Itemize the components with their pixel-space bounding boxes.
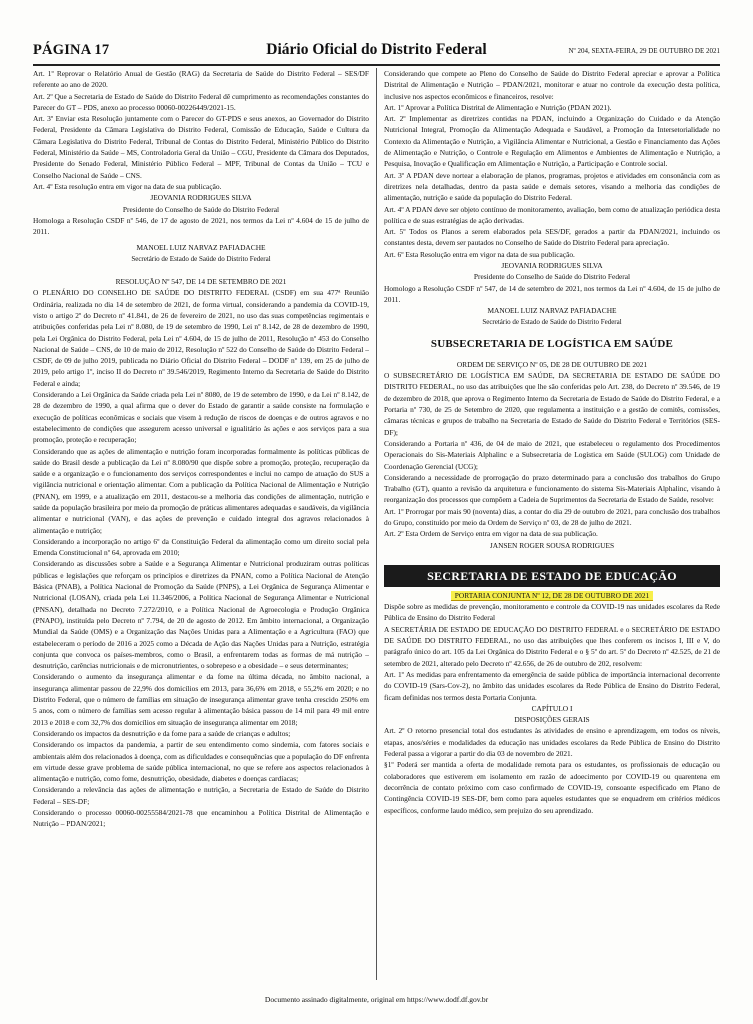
- signature-name: JEOVANIA RODRIGUES SILVA: [150, 193, 252, 203]
- page-number: PÁGINA 17: [33, 42, 110, 58]
- paragraph: Considerando que compete ao Pleno do Conselho de Saúde do Distrito Federal apreciar e aprovar a Política Distrital de Alimentação e Nutrição – PDAN/2021, monitorar e atuar no controle da execução desta política, inclusive nos aspectos econômicos e financeiros, resolve:: [384, 69, 720, 101]
- signature-role: Presidente do Conselho de Saúde do Distrito Federal: [122, 204, 280, 214]
- paragraph: Art. 2º Que a Secretaria de Estado de Saúde do Distrito Federal dê cumprimento as recomendações constantes do Parecer do GT – PDS, anexo ao processo 00060-00226449/2021-15.: [33, 91, 369, 112]
- paragraph: O PLENÁRIO DO CONSELHO DE SAÚDE DO DISTRITO FEDERAL (CSDF) em sua 477ª Reunião Ordinária, realizada no dia 14 de setembro de 2021, de forma virtual, considerando a pandemia da COVID-19, visto o artigo 2º do Decreto nº 41.841, de 26 de fevereiro de 2021, no uso das suas competências regimentais e atribuições conferidas pela Lei nº 8.080, de 19 de setembro de 1990, Lei nº 8.142, de 28 de dezembro de 1990, pela Lei Orgânica do Distrito Federal, pela Lei nº 4.604, de 15 de julho de 2011, Resolução nº 453 do Conselho Nacional de Saúde – CNS, de 10 de maio de 2012, Resolução nº 522 do Conselho de Saúde do Distrito Federal – CSDF, de 09 de julho 2019, publicada no Diário Oficial do Distrito Federal – DODF nº 139, em 25 de julho de 2019, pelo artigo 1º, inciso II do Decreto nº 39.546/2019, Regimento Interno da Secretaria de Saúde do Distrito Federal e ainda;: [33, 288, 369, 388]
- paragraph: A SECRETÁRIA DE ESTADO DE EDUCAÇÃO DO DISTRITO FEDERAL e o SECRETÁRIO DE ESTADO DE SAÚDE DO DISTRITO FEDERAL, no uso das atribuições que lhes conferem os incisos I, III e V, do parágrafo único do art. 105 da Lei Orgânica do Distrito Federal e o § 5º do art. 5º do Decreto nº 42.525, de 21 de setembro de 2021, alterado pelo Decreto nº 42.656, de 26 de outubro de 202, resolvem:: [384, 624, 720, 668]
- paragraph: Art. 4º A PDAN deve ser objeto contínuo de monitoramento, avaliação, bem como de atualização periódica desta política e de suas estratégias de ação derivadas.: [384, 204, 720, 225]
- paragraph: Considerando os impactos da desnutrição e da fome para a saúde de crianças e adultos;: [33, 728, 291, 738]
- left-column: [33, 68, 369, 980]
- paragraph: Considerando a Lei Orgânica da Saúde criada pela Lei nº 8080, de 19 de setembro de 1990, e da Lei nº 8.142, de 28 de dezembro de 1990, a qual afirma que o dever do Estado de garantir a saúde consiste na formulação e execução de políticas econômicas e sociais que visem à redução de riscos de doenças e de outros agravos e no estabelecimento de condições que assegurem acesso universal e igualitário às ações e aos serviços para a sua promoção, proteção e recuperação;: [33, 390, 369, 445]
- chapter-title: CAPÍTULO I: [531, 703, 573, 713]
- paragraph: Considerando os impactos da pandemia, a partir de seu entendimento como sindemia, com fatores sociais e ambientais além dos relacionados à doença, com as dificuldades e consequências que a população do DF enfrenta em virtude desse grave problema de saúde pública internacional, no que se refere aos aspectos relacionados à alimentação e nutrição, como fome, desnutrição, obesidade, diabetes e doenças cardíacas;: [33, 740, 369, 784]
- signature-name: JANSEN ROGER SOUSA RODRIGUES: [489, 540, 615, 550]
- newspaper-title: Diário Oficial do Distrito Federal: [266, 41, 487, 58]
- paragraph: Art. 1º Aprovar a Política Distrital de Alimentação e Nutrição (PDAN 2021).: [384, 102, 612, 112]
- highlighted-title: [384, 590, 720, 601]
- signature-role: Secretário de Estado de Saúde do Distrito Federal: [482, 317, 622, 326]
- paragraph: Art. 2º Implementar as diretrizes contidas na PDAN, incluindo a Organização do Cuidado e da Atenção Nutricional Integral, Promoção da Alimentação Adequada e Saudável, a Promoção da Intersetorialidade no Contexto da Alimentação e Nutrição, a Vigilância Alimentar e Nutricional, a Gestão e Financiamento das Ações de Alimentação e Nutrição, o Controle e Regulação em Alimentos e Ambientes de Alimentação e Nutrição, a Pesquisa, Inovação e Qualificação em Alimentação e Nutrição, a Participação e Controle social.: [384, 114, 720, 169]
- chapter-subtitle: DISPOSIÇÕES GERAIS: [514, 715, 590, 725]
- paragraph: Homologo a Resolução CSDF nº 547, de 14 de setembro de 2021, nos termos da Lei nº 4.604, de 15 de julho de 2011.: [384, 283, 720, 304]
- section-banner: SECRETARIA DE ESTADO DE EDUCAÇÃO: [384, 565, 720, 587]
- paragraph: Considerando o processo 00060-00255584/2021-78 que encaminhou a Política Distrital de Alimentação e Nutrição – PDAN/2021;: [33, 808, 369, 829]
- section-title: SUBSECRETARIA DE LOGÍSTICA EM SAÚDE: [430, 337, 674, 350]
- paragraph: Dispõe sobre as medidas de prevenção, monitoramento e controle da COVID-19 nas unidades escolares da Rede Pública de Ensino do Distrito Federal: [384, 602, 720, 623]
- paragraph: Art. 4º Esta resolução entra em vigor na data de sua publicação.: [33, 181, 222, 191]
- signature-role: Presidente do Conselho de Saúde do Distrito Federal: [473, 272, 631, 282]
- signature-name: MANOEL LUIZ NARVAZ PAFIADACHE: [487, 306, 617, 316]
- paragraph: Considerando a incorporação no artigo 6º da Constituição Federal da alimentação como um direito social pela Emenda Constitucional nº 64, aprovada em 2010;: [33, 536, 369, 558]
- edition-info: Nº 204, SEXTA-FEIRA, 29 DE OUTUBRO DE 2021: [568, 47, 720, 55]
- page-header: [33, 40, 720, 66]
- paragraph: Considerando a relevância das ações de alimentação e nutrição, a Secretaria de Estado de Saúde do Distrito Federal – SES-DF;: [33, 785, 369, 806]
- paragraph: Considerando a necessidade de prorrogação do prazo determinado para a conclusão dos trabalhos do Grupo Trabalho (GT), quanto a revisão da arquitetura e funcionamento do sistema Sis-Materiais Alphalinc, visando à reorganização dos processos que compõem a Cadeia de Suprimentos da Secretaria de Estado de Saúde, resolve:: [384, 472, 720, 505]
- paragraph: O SUBSECRETÁRIO DE LOGÍSTICA EM SAÚDE, DA SECRETARIA DE ESTADO DE SAÚDE DO DISTRITO FEDERAL, no uso das atribuições que lhe são conferidas pelo Art. 238, do Decreto nº 39.546, de 19 de dezembro de 2018, que aprova o Regimento Interno da Secretaria de Estado de Saúde do Distrito Federal, e a Portaria nº 730, de 25 de Setembro de 2020, que regulamenta a instituição e a gestão de comitês, comissões, câmaras técnicas e grupos de trabalho na Secretaria de Estado de Saúde do Distrito Federal e Territórios (SES-DF);: [384, 371, 720, 437]
- signature-name: MANOEL LUIZ NARVAZ PAFIADACHE: [136, 243, 266, 253]
- paragraph: Art. 1º Reprovar o Relatório Anual de Gestão (RAG) da Secretaria de Saúde do Distrito Federal – SES/DF referente ao ano de 2020.: [33, 69, 369, 90]
- paragraph: Art. 3º A PDAN deve nortear a elaboração de planos, programas, projetos e atividades em consonância com as diretrizes nela detalhadas, dentro da pasta saúde e demais setores, visando a melhoria das condições de alimentação, nutrição e saúde da população do Distrito Federal.: [384, 170, 720, 203]
- paragraph: Art. 5º Todos os Planos a serem elaborados pela SES/DF, gerados a partir da PDAN/2021, incluindo os constantes desta, devem ser pautados no Conselho de Saúde do Distrito Federal para apreciação.: [384, 227, 720, 248]
- paragraph: Art. 1º As medidas para enfrentamento da emergência de saúde pública de importância internacional decorrente do COVID-19 (Sars-Cov-2), no âmbito das unidades escolares da Rede Pública de Ensino do Distrito Federal, ficam definidas nos termos desta Portaria Conjunta.: [384, 669, 720, 702]
- signature-name: JEOVANIA RODRIGUES SILVA: [501, 261, 603, 271]
- column-divider: [376, 68, 377, 980]
- paragraph: Considerando as discussões sobre a Saúde e a Segurança Alimentar e Nutricional produziram outras políticas públicas e legislações que reforçam os princípios e diretrizes da PNAN, como a Política Nacional de Atenção Básica (PNAB), a Política Nacional de Promoção da Saúde (PNPS), a Lei Orgânica de Segurança Alimentar e Nutricional (LOSAN), criada pela Lei 11.346/2006, a Política Nacional de Segurança Alimentar e Nutricional (PNSAN), detalhada no Decreto 7.272/2010, e a Política Nacional de Agroecologia e Produção Orgânica (PNAPO), instituída pelo Decreto nº 7.794, de 20 de agosto de 2012. Em âmbito internacional, a Organização Mundial da Saúde (OMS) e a Organização das Nações Unidas para a Alimentação e a Agricultura (FAO) que estabeleceram o período de 2016 a 2025 como a Década de Ação das Nações Unidas para a Nutrição, estratégia conjunta que convoca os países-membros, como o Brasil, a enfrentarem todas as formas de má nutrição – desnutrição, carências nutricionais e de micronutrientes, o sobrepeso e a obesidade – e seus determinantes;: [33, 559, 369, 671]
- portaria-title: PORTARIA CONJUNTA Nº 12, DE 28 DE OUTUBRO DE 2021: [451, 591, 653, 601]
- right-column: [384, 68, 720, 980]
- page-footer: Documento assinado digitalmente, original em https://www.dodf.df.gov.br: [264, 995, 489, 1004]
- signature-role: Secretário de Estado de Saúde do Distrito Federal: [131, 254, 271, 263]
- paragraph: Art. 2º Esta Ordem de Serviço entra em vigor na data de sua publicação.: [384, 529, 598, 539]
- paragraph: Homologa a Resolução CSDF nº 546, de 17 de agosto de 2021, nos termos da Lei nº 4.604 de 15 de julho de 2011.: [33, 215, 369, 237]
- order-title: ORDEM DE SERVIÇO Nº 05, DE 28 DE OUTUBRO DE 2021: [456, 359, 648, 369]
- paragraph: Art. 2º O retorno presencial total dos estudantes às atividades de ensino e aprendizagem, em todos os níveis, etapas, anos/séries e modalidades da educação nas unidades escolares da Rede Pública de Ensino do Distrito Federal passa a vigorar a partir do dia 03 de novembro de 2021.: [384, 726, 720, 759]
- paragraph: Art. 6º Esta Resolução entra em vigor na data de sua publicação.: [384, 249, 575, 259]
- paragraph: Art. 3º Enviar esta Resolução juntamente com o Parecer do GT-PDS e seus anexos, ao Governador do Distrito Federal, Presidente da Câmara Legislativa do Distrito Federal, Comissão de Educação, Saúde e Cultura da Câmara Legislativa do Distrito Federal, Tribunal de Contas do Distrito Federal, Ministério Público do Distrito Federal, Ministério da Saúde – MS, Controladoria Geral da União – CGU, Presidente da Câmara dos Deputados, Presidente do Senado Federal, Ministério Público Federal – MPF, Tribunal de Contas da União – TCU e Conselho Nacional de Saúde – CNS.: [33, 114, 369, 180]
- paragraph: Considerando a Portaria nº 436, de 04 de maio de 2021, que estabeleceu o regulamento dos Procedimentos Operacionais do Sis-Materiais Alphalinc e a Subsecretaria de Logística em Saúde (SULOG) com Unidade de Coordenação Gerencial (UCG);: [384, 438, 720, 471]
- paragraph: Considerando o aumento da insegurança alimentar e da fome na última década, no âmbito nacional, a insegurança alimentar passou de 22,9% dos domicílios em 2013, para 36,6% em 2018, e 55,2% em 2020; e no Distrito Federal, que o número de famílias em situação de insegurança alimentar grave tenha crescido 250% em 5 anos, com o número de famílias sem acesso regular à alimentação básica passou de 14 mil para 49 mil entre 2013 e 2018 e com 32,7% dos domicílios em situação de insegurança alimentar em 2018;: [33, 672, 369, 727]
- paragraph: §1º Poderá ser mantida a oferta de modalidade remota para os estudantes, os profissionais de educação ou colaboradores que estiverem em isolamento em razão de adoecimento por COVID-19 ou quarentena em decorrência de contato próximo com caso confirmado de COVID-19, consoante especificado em Plano de Contingência COVID-19 SES-DF, bem como para aqueles estudantes que se enquadrem em critérios médicos específicos, conforme laudo médico, sem prejuízo do seu aprendizado.: [384, 760, 720, 815]
- paragraph: Art. 1º Prorrogar por mais 90 (noventa) dias, a contar do dia 29 de outubro de 2021, para conclusão dos trabalhos do Grupo, constituído por meio da Ordem de Serviço nº 03, de 28 de julho de 2021.: [384, 506, 720, 527]
- paragraph: Considerando que as ações de alimentação e nutrição foram incorporadas formalmente às políticas públicas de saúde do Brasil desde a publicação da Lei nº 8.080/90 que dispõe sobre a promoção, proteção, recuperação da saúde e a organização e o funcionamento dos serviços correspondentes e inclui no campo de atuação do SUS a vigilância nutricional e orientação alimentar. Com a publicação da Política Nacional de Alimentação e Nutrição (PNAN), em 1999, e a atualização em 2011, destacou-se a melhoria das condições de alimentação, nutrição e saúde da população brasileira por meio da promoção de práticas alimentares adequadas e saudáveis, da vigilância alimentar e nutricional (VAN), e das ações de prevenção e cuidado integral dos agravos relacionados à alimentação e nutrição;: [33, 446, 369, 535]
- resolution-title: RESOLUÇÃO Nº 547, DE 14 DE SETEMBRO DE 2021: [115, 277, 287, 287]
